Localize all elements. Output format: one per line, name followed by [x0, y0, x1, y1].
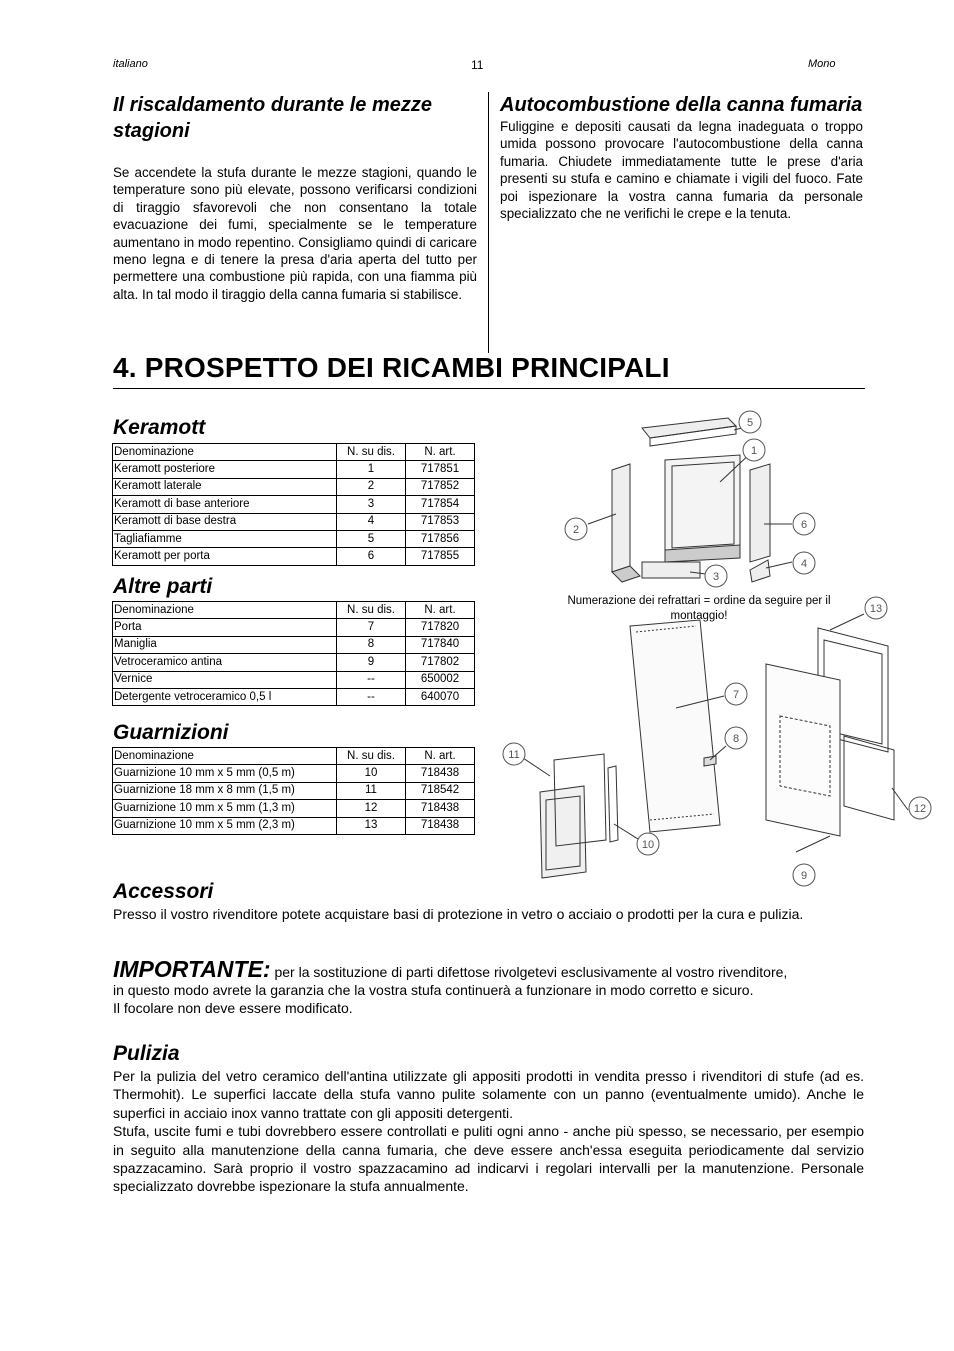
col-article-number: N. art. — [406, 444, 475, 461]
col-name: Denominazione — [113, 602, 337, 619]
col-name: Tagliafiamme — [113, 530, 337, 547]
important-notice — [113, 956, 873, 1017]
gaskets-table — [112, 747, 475, 835]
column-divider — [488, 92, 489, 353]
mid-season-title: Il riscaldamento durante le mezze stagioni — [113, 94, 432, 142]
col-article-number: 718438 — [406, 800, 475, 817]
table-row — [113, 817, 475, 834]
col-drawing-number: -- — [337, 688, 406, 705]
callout-12: 12 — [913, 803, 927, 815]
col-drawing-number: 12 — [337, 800, 406, 817]
col-drawing-number: N. su dis. — [337, 444, 406, 461]
col-drawing-number: 8 — [337, 636, 406, 653]
section-mid-season — [113, 92, 477, 303]
col-name: Keramott di base anteriore — [113, 496, 337, 513]
col-article-number: 717802 — [406, 654, 475, 671]
col-article-number: 718438 — [406, 765, 475, 782]
col-drawing-number: 9 — [337, 654, 406, 671]
col-drawing-number: 7 — [337, 619, 406, 636]
col-name: Maniglia — [113, 636, 337, 653]
chimney-fire-title: Autocombustione della canna fumaria — [500, 94, 863, 116]
col-name: Porta — [113, 619, 337, 636]
other-parts-title: Altre parti — [113, 575, 213, 598]
table-row — [113, 688, 475, 705]
callout-8: 8 — [732, 733, 740, 745]
accessories-body: Presso il vostro rivenditore potete acquistare basi di protezione in vetro o acciaio o prodotti per la cura e pulizia. — [113, 906, 804, 922]
col-article-number: 717855 — [406, 548, 475, 565]
col-drawing-number: 10 — [337, 765, 406, 782]
col-drawing-number: 6 — [337, 548, 406, 565]
cleaning-p2: Stufa, uscite fumi e tubi dovrebbero essere controllati e puliti ogni anno - anche più spesso, se necessario, per esempio in seguito alla manutenzione della canna fumaria, che deve essere anch'essa eseguita periodicamente dal servizio spazzacamino. Sarà proprio il vostro spazzacamino ad indicarvi i regolari intervalli per la manutenzione. Personale specializzato dovrebbe ispezionare la stufa annualmente. — [113, 1123, 864, 1195]
table-row — [113, 800, 475, 817]
col-name: Vernice — [113, 671, 337, 688]
accessories-title: Accessori — [113, 880, 214, 903]
col-article-number: 718542 — [406, 782, 475, 799]
col-article-number: N. art. — [406, 748, 475, 765]
gaskets-title: Guarnizioni — [113, 721, 229, 744]
mid-season-body: Se accendete la stufa durante le mezze stagioni, quando le temperature sono più elevate, possono verificarsi condizioni di tiraggio sfavorevoli che non consentano la totale evacuazione dei fumi, specialmente se le temperature aumentano in modo repentino. Consigliamo quindi di caricare meno legna e di tenere la presa d'aria aperta del tutto per permettere una combustione più rapida, con una fiamma più alta. In tal modo il tiraggio della canna fumaria si stabilisce. — [113, 165, 477, 302]
col-name: Guarnizione 10 mm x 5 mm (0,5 m) — [113, 765, 337, 782]
other-parts-table — [112, 601, 475, 706]
table-header-row — [113, 748, 475, 765]
important-label: IMPORTANTE: — [113, 956, 271, 982]
col-drawing-number: 13 — [337, 817, 406, 834]
col-drawing-number: 1 — [337, 461, 406, 478]
callout-9: 9 — [800, 870, 808, 882]
col-drawing-number: N. su dis. — [337, 602, 406, 619]
col-drawing-number: 2 — [337, 478, 406, 495]
assembly-note: Numerazione dei refrattari = ordine da seguire per il montaggio! — [567, 595, 831, 622]
col-name: Keramott per porta — [113, 548, 337, 565]
col-drawing-number: 5 — [337, 530, 406, 547]
col-drawing-number: 4 — [337, 513, 406, 530]
col-name: Vetroceramico antina — [113, 654, 337, 671]
table-row — [113, 478, 475, 495]
callout-10: 10 — [641, 839, 655, 851]
col-name: Denominazione — [113, 748, 337, 765]
important-line3: Il focolare non deve essere modificato. — [113, 1000, 353, 1016]
callout-13: 13 — [869, 603, 883, 615]
col-name: Denominazione — [113, 444, 337, 461]
table-row — [113, 671, 475, 688]
col-article-number: N. art. — [406, 602, 475, 619]
table-row — [113, 461, 475, 478]
table-row — [113, 654, 475, 671]
col-article-number: 717854 — [406, 496, 475, 513]
col-drawing-number: N. su dis. — [337, 748, 406, 765]
table-row — [113, 530, 475, 547]
col-article-number: 717852 — [406, 478, 475, 495]
callout-4: 4 — [800, 558, 808, 570]
col-article-number: 717853 — [406, 513, 475, 530]
table-header-row — [113, 602, 475, 619]
callout-5: 5 — [746, 417, 754, 429]
table-row — [113, 636, 475, 653]
col-article-number: 717820 — [406, 619, 475, 636]
callout-11: 11 — [508, 749, 520, 761]
table-row — [113, 782, 475, 799]
keramott-table — [112, 443, 475, 566]
table-row — [113, 619, 475, 636]
page-number: 11 — [471, 58, 484, 72]
col-name: Keramott di base destra — [113, 513, 337, 530]
col-article-number: 717856 — [406, 530, 475, 547]
col-drawing-number: 3 — [337, 496, 406, 513]
cleaning-section — [113, 1067, 864, 1196]
col-name: Detergente vetroceramico 0,5 l — [113, 688, 337, 705]
table-header-row — [113, 444, 475, 461]
col-name: Keramott posteriore — [113, 461, 337, 478]
exploded-view-diagram — [500, 400, 940, 895]
important-line2: in questo modo avrete la garanzia che la vostra stufa continuerà a funzionare in modo corretto e sicuro. — [113, 982, 754, 998]
heading-rule — [113, 388, 865, 389]
important-line1: per la sostituzione di parti difettose rivolgetevi esclusivamente al vostro rivenditore, — [270, 964, 788, 980]
col-name: Guarnizione 18 mm x 8 mm (1,5 m) — [113, 782, 337, 799]
col-drawing-number: 11 — [337, 782, 406, 799]
table-row — [113, 765, 475, 782]
callout-1: 1 — [750, 445, 758, 457]
spare-parts-heading: 4. PROSPETTO DEI RICAMBI PRINCIPALI — [113, 352, 670, 383]
cleaning-p1: Per la pulizia del vetro ceramico dell'antina utilizzate gli appositi prodotti in vendita presso i rivenditori di stufe (ad es. Thermohit). Le superfici laccate della stufa vanno pulite solamente con un panno (eventualmente umido). Anche le superfici in acciaio inox vanno trattate con gli appositi detergenti. — [113, 1068, 864, 1121]
header-language: italiano — [113, 58, 148, 70]
section-chimney-fire — [500, 92, 863, 222]
table-row — [113, 513, 475, 530]
callout-3: 3 — [712, 571, 720, 583]
col-article-number: 650002 — [406, 671, 475, 688]
table-row — [113, 496, 475, 513]
table-row — [113, 548, 475, 565]
col-article-number: 718438 — [406, 817, 475, 834]
col-name: Guarnizione 10 mm x 5 mm (1,3 m) — [113, 800, 337, 817]
header-model: Mono — [808, 58, 836, 70]
col-article-number: 640070 — [406, 688, 475, 705]
callout-6: 6 — [800, 519, 808, 531]
callout-7: 7 — [732, 689, 740, 701]
col-article-number: 717840 — [406, 636, 475, 653]
callout-2: 2 — [572, 524, 580, 536]
col-article-number: 717851 — [406, 461, 475, 478]
col-drawing-number: -- — [337, 671, 406, 688]
cleaning-title: Pulizia — [113, 1042, 180, 1065]
col-name: Keramott laterale — [113, 478, 337, 495]
chimney-fire-body: Fuliggine e depositi causati da legna inadeguata o troppo umida possono provocare l'autocombustione della canna fumaria. Chiudete immediatamente tutte le prese d'aria presenti su stufa e camino e chiamate i vigili del fuoco. Fate poi ispezionare la vostra canna fumaria da personale specializzato che ne verifichi le crepe e la tenuta. — [500, 119, 863, 222]
col-name: Guarnizione 10 mm x 5 mm (2,3 m) — [113, 817, 337, 834]
keramott-title: Keramott — [113, 416, 206, 439]
